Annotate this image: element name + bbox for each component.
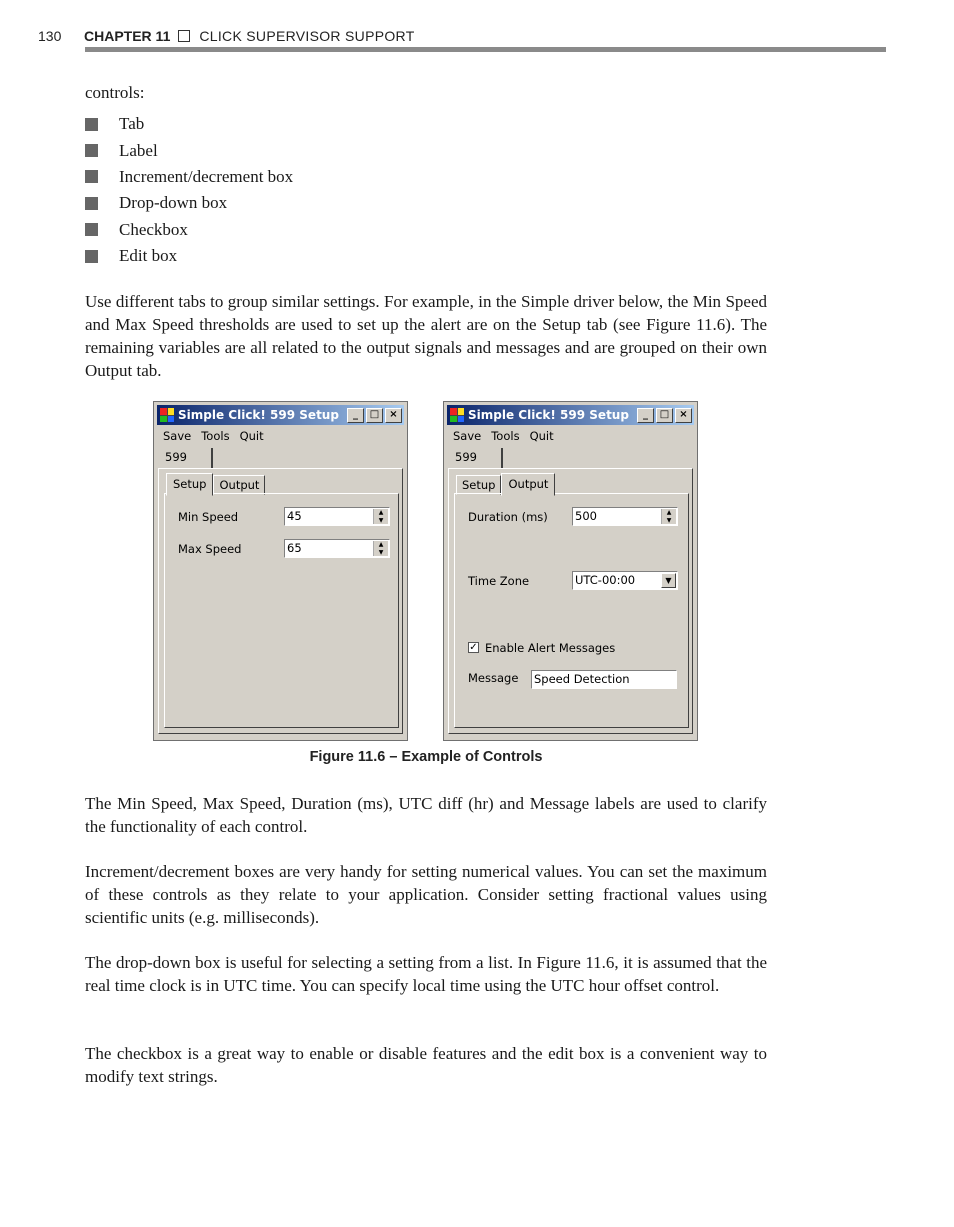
enable-alert-checkbox[interactable]: ✓	[469, 642, 478, 653]
tab-strip	[166, 473, 265, 495]
min-speed-label: Min Speed	[178, 510, 239, 524]
tab-setup[interactable]: Setup	[456, 475, 501, 495]
list-item: Label	[85, 137, 293, 163]
bullet-square-icon	[85, 223, 98, 236]
menu-bar	[163, 429, 264, 443]
setup-window	[153, 401, 408, 741]
chapter-title: CLICK SUPERVISOR SUPPORT	[199, 28, 415, 44]
title-bar	[157, 405, 404, 425]
chapter-label: CHAPTER 11	[84, 28, 171, 44]
window-title: Simple Click! 599 Setup	[468, 408, 629, 422]
menu-save[interactable]: Save	[163, 429, 192, 443]
setup-tab-panel	[164, 493, 399, 728]
running-header	[38, 26, 886, 46]
intro-text: controls:	[85, 83, 145, 102]
max-speed-label: Max Speed	[178, 542, 242, 556]
list-item: Checkbox	[85, 217, 293, 243]
close-icon[interactable]: ×	[675, 408, 692, 423]
output-tab-panel	[454, 493, 689, 728]
title-bar	[447, 405, 694, 425]
tab-599[interactable]: 599	[450, 448, 503, 468]
paragraph: The Min Speed, Max Speed, Duration (ms), UTC diff (hr) and Message labels are used to clarify the functionality of each control.	[85, 794, 767, 836]
app-icon	[450, 408, 464, 422]
menu-quit[interactable]: Quit	[239, 429, 264, 443]
duration-stepper[interactable]: 500 ▲ ▼	[572, 507, 678, 526]
menu-save[interactable]: Save	[453, 429, 482, 443]
bullet-square-icon	[85, 197, 98, 210]
header-rule	[85, 47, 886, 52]
tab-output[interactable]: Output	[501, 473, 555, 496]
message-label: Message	[468, 671, 519, 685]
minimize-icon[interactable]: _	[347, 408, 364, 423]
app-icon	[160, 408, 174, 422]
maximize-icon[interactable]: □	[656, 408, 673, 423]
list-item: Drop-down box	[85, 190, 293, 216]
enable-alert-label: Enable Alert Messages	[485, 641, 616, 655]
tab-setup[interactable]: Setup	[166, 473, 213, 496]
close-icon[interactable]: ×	[385, 408, 402, 423]
output-window	[443, 401, 698, 741]
bullet-square-icon	[85, 144, 98, 157]
paragraph: The checkbox is a great way to enable or disable features and the edit box is a convenient way to modify text strings.	[85, 1044, 767, 1086]
timezone-label: Time Zone	[468, 574, 530, 588]
window-title: Simple Click! 599 Setup	[178, 408, 339, 422]
timezone-dropdown[interactable]: UTC-00:00 ▼	[572, 571, 678, 590]
list-item: Edit box	[85, 243, 293, 269]
maximize-icon[interactable]: □	[366, 408, 383, 423]
menu-tools[interactable]: Tools	[201, 429, 230, 443]
bullet-square-icon	[85, 170, 98, 183]
paragraph: Increment/decrement boxes are very handy for setting numerical values. You can set the maximum of these controls as they relate to your application. Consider setting fractional values using scientific units (e.g. milliseconds).	[85, 862, 767, 927]
paragraph: The drop-down box is useful for selecting a setting from a list. In Figure 11.6, it is assumed that the real time clock is in UTC time. You can specify local time using the UTC hour offset control.	[85, 953, 767, 995]
list-item: Tab	[85, 111, 293, 137]
bullet-square-icon	[85, 118, 98, 131]
menu-quit[interactable]: Quit	[529, 429, 554, 443]
square-icon	[178, 30, 190, 42]
menu-tools[interactable]: Tools	[491, 429, 520, 443]
chevron-down-icon[interactable]: ▼	[661, 573, 676, 588]
spin-arrows-icon[interactable]: ▲ ▼	[373, 509, 388, 524]
duration-label: Duration (ms)	[468, 510, 548, 524]
message-edit-box[interactable]: Speed Detection	[531, 670, 677, 689]
tab-strip	[456, 473, 555, 495]
bullet-square-icon	[85, 250, 98, 263]
paragraph: Use different tabs to group similar settings. For example, in the Simple driver below, the Min Speed and Max Speed thresholds are used to set up the alert are on the Setup tab (see Figure 11.6). The remaining variables are all related to the output signals and messages and are grouped on their own Output tab.	[85, 292, 767, 380]
minimize-icon[interactable]: _	[637, 408, 654, 423]
tab-output[interactable]: Output	[213, 475, 265, 495]
min-speed-stepper[interactable]: 45 ▲ ▼	[284, 507, 390, 526]
spin-arrows-icon[interactable]: ▲ ▼	[661, 509, 676, 524]
menu-bar	[453, 429, 554, 443]
list-item: Increment/decrement box	[85, 164, 293, 190]
controls-list	[85, 111, 293, 269]
tab-599[interactable]: 599	[160, 448, 213, 468]
spin-arrows-icon[interactable]: ▲ ▼	[373, 541, 388, 556]
max-speed-stepper[interactable]: 65 ▲ ▼	[284, 539, 390, 558]
page-number: 130	[38, 28, 62, 44]
figure-caption: Figure 11.6 – Example of Controls	[309, 749, 543, 765]
